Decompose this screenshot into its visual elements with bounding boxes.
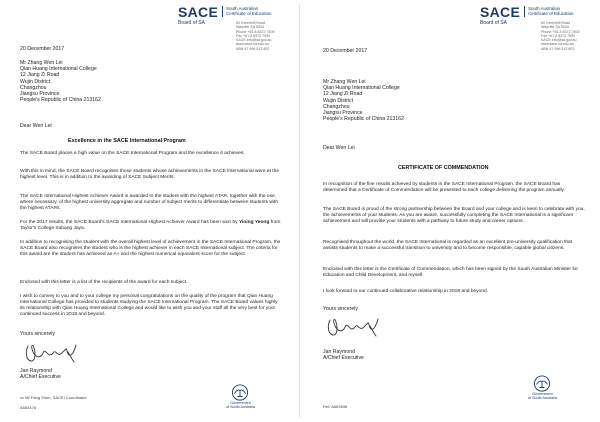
signature-image xyxy=(324,314,384,340)
letter-date: 20 December 2017 xyxy=(20,46,65,52)
paragraph: Recognised throughout the world, the SACE International is regarded as an excellent pre-university qualification that assists students to make a successful transition to university and to become responsible, capable global citizens. xyxy=(323,240,573,251)
paragraph-winner xyxy=(20,220,282,232)
recipient-line: Changzhou xyxy=(323,103,350,110)
winner-name: Yining Yeong xyxy=(238,220,270,225)
signature-image xyxy=(22,340,82,366)
logo-word: SACE xyxy=(178,4,219,20)
address-line: 60 Greenhill Road xyxy=(236,21,265,25)
sender-address xyxy=(236,21,274,51)
address-line: ABN 47 996 513 802 xyxy=(541,46,575,51)
logo-subtitle: Board of SA xyxy=(480,20,507,26)
recipient-line: Mr Zhang Wen Lei xyxy=(323,79,366,85)
closing: Yours sincerely xyxy=(323,306,358,312)
address-line: Fax +61 8 8372 7590 xyxy=(236,33,271,38)
paragraph: The SACE Board is proud of the strong partnership between the Board and your college and is keen to celebrate with you, the achievements of your students. As you are aware, successfully completing the SACE International is a significant achievement and will provide your students with a pathway to future study and career options. xyxy=(323,207,585,224)
reference-number: Ref: A663536 xyxy=(323,404,348,409)
paragraph: Enclosed with this letter is a list of the recipients of the award for each subject. xyxy=(20,280,188,285)
paragraph: The SACE International Highest Achiever Award is awarded to the student with the highest ATAR, together with the use, where necessary, of the highest university aggregate and number of subject merits to differentiate between students with the highest ATARs. xyxy=(20,194,279,211)
address-line: www.sace.sa.edu.au xyxy=(541,42,574,47)
recipient-line: Jiangsu Province xyxy=(323,110,363,117)
address-line: Fax +61 8 8372 7590 xyxy=(541,33,576,38)
piping-shrike-icon xyxy=(531,375,553,392)
logo-word: SACE xyxy=(480,4,521,20)
logo-tagline-line1: South Australian xyxy=(226,6,259,11)
paragraph: I wish to convey to you and to your college my personal congratulations on the quality of the program that Qian Huang International College has provided to students studying the SACE International Program. The SACE Board values highly its relationship with Qian Huang International College and would like to wish you and your staff all the very best for your continued success in 2018 and beyond. xyxy=(20,294,278,317)
salutation: Dear Wen Lei xyxy=(20,123,52,129)
recipient-address xyxy=(20,60,101,103)
government-logo xyxy=(226,384,255,410)
paragraph: Enclosed with this letter is the Certificate of Commendation, which has been signed by the South Australian Minister for Education and Child Development, and myself. xyxy=(323,267,578,278)
winner-text-post: from Taylor's College Subang Jaya. xyxy=(20,220,281,231)
logo-subtitle: Board of SA xyxy=(178,20,205,26)
signer-title: A/Chief Executive xyxy=(323,355,364,362)
address-line: SACE.info@sa.gov.au xyxy=(541,38,577,43)
logo-tagline xyxy=(222,6,271,17)
logo-tagline xyxy=(524,6,573,17)
reference-number: A663476 xyxy=(20,405,37,410)
address-line: Phone +61 8 8372 7400 xyxy=(541,29,580,34)
recipient-line: Qian Huang International College xyxy=(20,66,97,73)
closing: Yours sincerely xyxy=(20,331,55,337)
signer-block xyxy=(323,349,364,361)
paragraph: The SACE Board places a high value on the SACE International Program and the excellence it achieves. xyxy=(20,151,245,156)
logo-tagline-line2: Certificate of Education xyxy=(226,11,272,17)
letter-date: 20 December 2017 xyxy=(323,48,368,54)
logo-tagline-line1: South Australian xyxy=(528,6,561,11)
address-line: SACE.info@sa.gov.au xyxy=(236,38,272,43)
recipient-line: People's Republic of China 213162 xyxy=(20,97,101,104)
logo-tagline-line2: Certificate of Education xyxy=(528,11,574,17)
recipient-line: People's Republic of China 213162 xyxy=(323,116,404,123)
signer-block xyxy=(20,368,61,380)
signer-title: A/Chief Executive xyxy=(20,374,61,381)
address-line: www.sace.sa.edu.au xyxy=(236,42,269,47)
address-line: ABN 47 996 513 802 xyxy=(236,46,270,51)
paragraph: I look forward to our continued collaborative relationship in 2018 and beyond. xyxy=(323,289,489,294)
sender-address xyxy=(541,21,579,51)
recipient-line: Jiangsu Province xyxy=(20,91,60,98)
winner-text-pre: For the 2017 results, the SACE Board's SACE International Highest Achiever Award has been won by xyxy=(20,220,239,225)
gov-line2: of South Australia xyxy=(226,405,255,410)
gov-line1: Government xyxy=(532,392,553,396)
address-line: Phone +61 8 8372 7400 xyxy=(236,29,275,34)
cc-line: cc Mr Fang Shen, SACEI Coordinator xyxy=(20,395,87,400)
letter-subject: CERTIFICATE OF COMMENDATION xyxy=(398,165,489,171)
letter-commendation xyxy=(300,0,600,422)
signer-name: Jan Raymond xyxy=(323,349,356,355)
piping-shrike-icon xyxy=(229,384,251,401)
recipient-line: Mr Zhang Wen Lei xyxy=(20,60,63,66)
paragraph: In recognition of the fine results achieved by students in the SACE International Program, the SACE Board has determined that a Certificate of Commendation will be presented to each college delivering the program annually. xyxy=(323,182,565,193)
gov-line2: of South Australia xyxy=(528,396,557,401)
recipient-line: 12 Jiang Zi Road xyxy=(20,72,60,79)
address-line: Wayville SA 5034 xyxy=(541,25,569,30)
salutation: Dear Wen Lei xyxy=(323,145,355,151)
recipient-line: Qian Huang International College xyxy=(323,85,400,92)
gov-line1: Government xyxy=(230,401,251,405)
government-logo xyxy=(528,375,557,401)
recipient-line: Changzhou xyxy=(20,84,47,91)
recipient-address xyxy=(323,79,404,122)
address-line: 60 Greenhill Road xyxy=(541,21,570,25)
recipient-line: Wujin District xyxy=(20,78,51,85)
recipient-line: Wujin District xyxy=(323,97,354,104)
signer-name: Jan Raymond xyxy=(20,368,53,374)
address-line: Wayville SA 5034 xyxy=(236,25,264,30)
letter-subject: Excellence in the SACE International Program xyxy=(68,138,186,144)
paragraph: With this in mind, the SACE Board recognises those students whose achievements in the SACE International were at the highest level. This is in addition to the awarding of SACE Subject Merits. xyxy=(20,169,280,180)
recipient-line: 12 Jiang Zi Road xyxy=(323,91,363,98)
paragraph: In addition to recognising the student with the overall highest level of achievement in the SACE International Program, the SACE Board also recognises the student who is the highest achiever in each SACE International subject. The criteria for this award are the student has achieved an A+ and the highest numerical equivalent score for the subject. xyxy=(20,240,281,257)
